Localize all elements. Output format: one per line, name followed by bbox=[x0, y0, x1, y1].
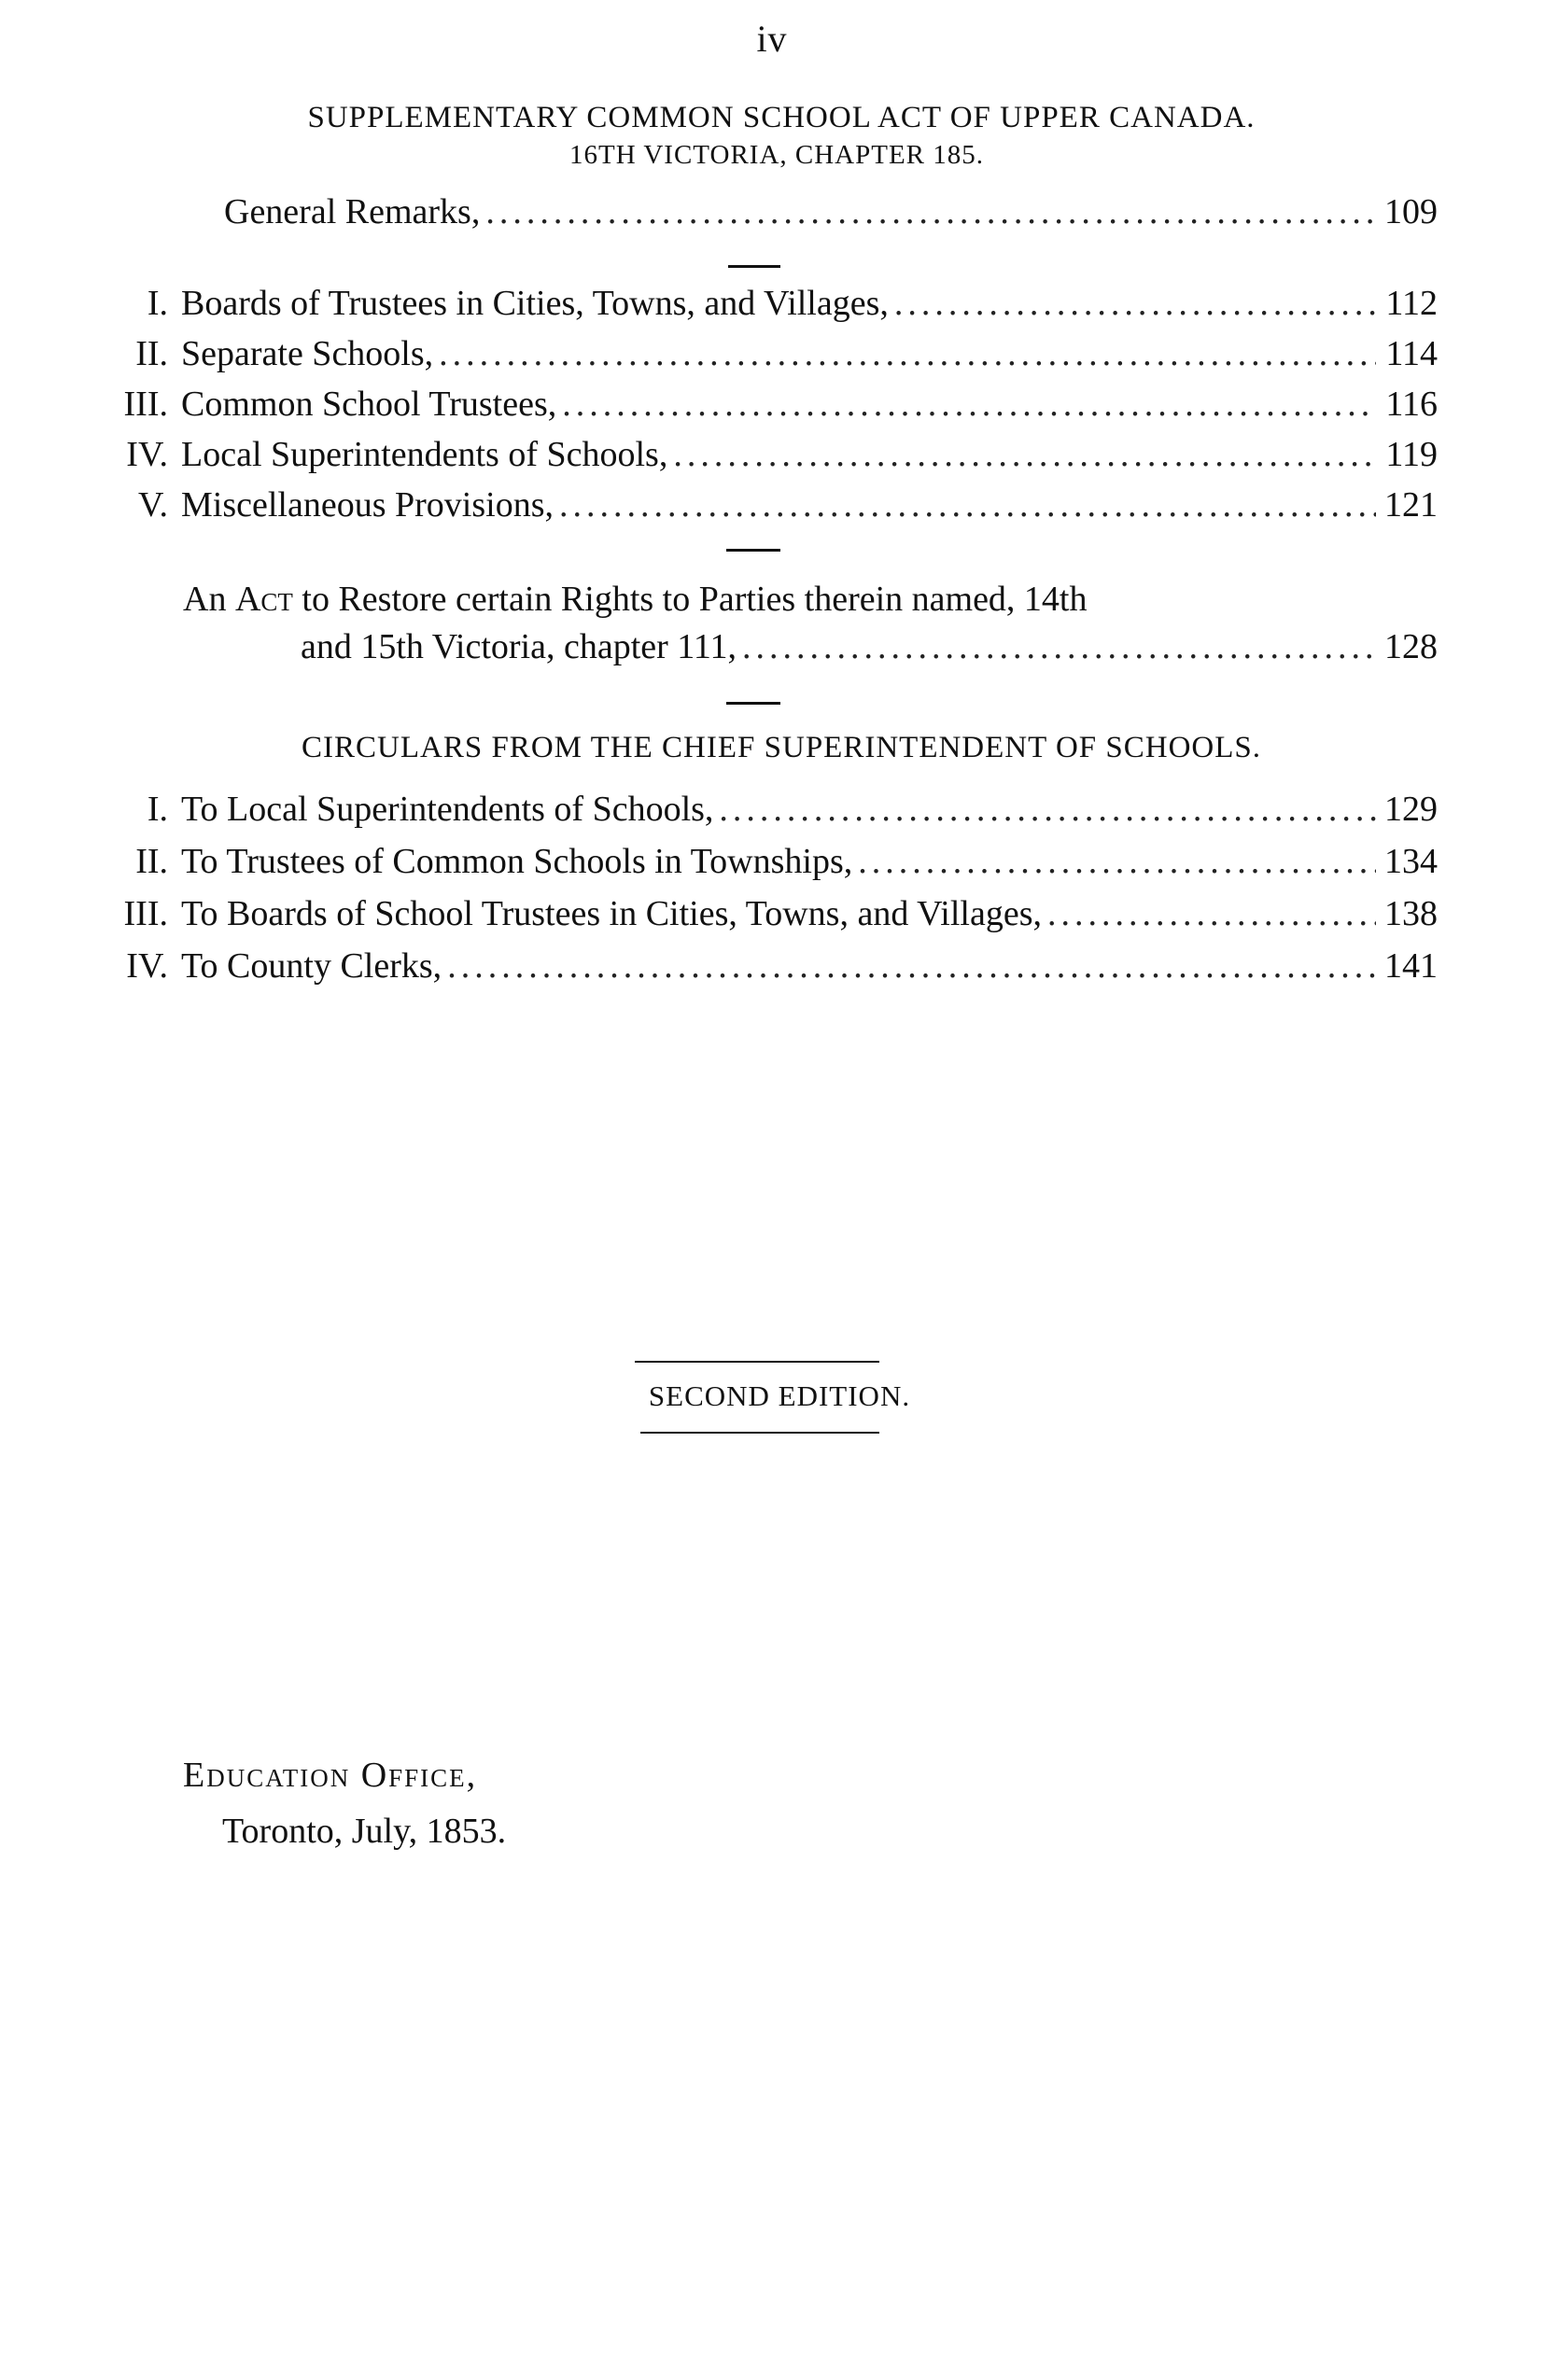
circulars-section-title: CIRCULARS FROM THE CHIEF SUPERINTENDENT OF SCHOOLS. bbox=[302, 731, 1261, 764]
toc-entry-numeral: II. bbox=[135, 842, 168, 881]
edition-rule-bottom bbox=[640, 1432, 879, 1434]
toc-entry[interactable] bbox=[121, 896, 1438, 931]
restore-act-prefix: An bbox=[183, 580, 227, 619]
toc-entry-numeral: V. bbox=[137, 485, 168, 525]
toc-entry-numeral: IV. bbox=[126, 435, 168, 474]
dot-leader bbox=[673, 437, 1376, 472]
toc-entry-label: Common School Trustees, bbox=[181, 385, 557, 424]
dot-leader bbox=[562, 386, 1376, 422]
section-rule bbox=[726, 549, 780, 552]
toc-entry-label: Separate Schools, bbox=[181, 334, 434, 373]
toc-entry-label: General Remarks, bbox=[224, 192, 481, 231]
restore-act-word: Act bbox=[234, 580, 293, 619]
toc-entry-page: 112 bbox=[1385, 284, 1438, 323]
dot-leader bbox=[447, 948, 1376, 984]
toc-entry[interactable] bbox=[121, 791, 1438, 827]
toc-entry-restore-act[interactable] bbox=[301, 629, 1438, 665]
dot-leader bbox=[439, 336, 1376, 371]
toc-entry[interactable] bbox=[121, 437, 1438, 472]
toc-entry-general-remarks[interactable] bbox=[224, 194, 1438, 230]
toc-entry-page: 134 bbox=[1384, 842, 1438, 881]
place-date: Toronto, July, 1853. bbox=[222, 1812, 507, 1851]
restore-act-line-1 bbox=[183, 579, 1088, 620]
toc-entry-label: Local Superintendents of Schools, bbox=[181, 435, 668, 474]
toc-entry[interactable] bbox=[121, 386, 1438, 422]
dot-leader bbox=[742, 629, 1376, 665]
toc-entry-label: Miscellaneous Provisions, bbox=[181, 485, 554, 525]
toc-entry-page: 138 bbox=[1384, 894, 1438, 933]
toc-entry-page: 119 bbox=[1385, 435, 1438, 474]
toc-entry-numeral: II. bbox=[135, 334, 168, 373]
dot-leader bbox=[485, 194, 1376, 230]
toc-entry-page: 128 bbox=[1384, 627, 1438, 666]
section-rule bbox=[726, 702, 780, 705]
dot-leader bbox=[1047, 896, 1376, 931]
toc-entry-numeral: III. bbox=[123, 894, 168, 933]
dot-leader bbox=[559, 487, 1376, 523]
toc-entry-label: To Local Superintendents of Schools, bbox=[181, 790, 714, 829]
toc-entry-page: 116 bbox=[1385, 385, 1438, 424]
toc-entry-page: 141 bbox=[1384, 946, 1438, 986]
toc-entry-numeral: IV. bbox=[126, 946, 168, 986]
restore-act-line-1-text: to Restore certain Rights to Parties therein named, 14th bbox=[302, 580, 1088, 619]
toc-entry[interactable] bbox=[121, 948, 1438, 984]
act-section-title: SUPPLEMENTARY COMMON SCHOOL ACT OF UPPER CANADA. bbox=[307, 101, 1256, 134]
toc-entry-label: Boards of Trustees in Cities, Towns, and Villages, bbox=[181, 284, 889, 323]
toc-entry-label: To Trustees of Common Schools in Townships, bbox=[181, 842, 853, 881]
section-rule bbox=[728, 265, 780, 268]
toc-entry-numeral: I. bbox=[147, 284, 168, 323]
dot-leader bbox=[858, 844, 1376, 879]
toc-entry-label: To County Clerks, bbox=[181, 946, 442, 986]
office-label: Education Office, bbox=[183, 1756, 478, 1795]
toc-entry[interactable] bbox=[121, 844, 1438, 879]
edition-rule-top bbox=[635, 1361, 879, 1363]
toc-entry-page: 114 bbox=[1385, 334, 1438, 373]
toc-entry-label: To Boards of School Trustees in Cities, Towns, and Villages, bbox=[181, 894, 1043, 933]
dot-leader bbox=[894, 286, 1376, 321]
toc-entry-page: 129 bbox=[1384, 790, 1438, 829]
page-number: iv bbox=[756, 18, 788, 60]
toc-entry-numeral: III. bbox=[123, 385, 168, 424]
toc-entry[interactable] bbox=[121, 286, 1438, 321]
toc-entry-numeral: I. bbox=[147, 790, 168, 829]
toc-entry-page: 109 bbox=[1384, 192, 1438, 231]
edition-label: SECOND EDITION. bbox=[648, 1379, 911, 1412]
toc-entry-label: and 15th Victoria, chapter 111, bbox=[301, 627, 737, 666]
act-section-subtitle: 16TH VICTORIA, CHAPTER 185. bbox=[568, 140, 985, 170]
dot-leader bbox=[719, 791, 1376, 827]
toc-entry[interactable] bbox=[121, 487, 1438, 523]
toc-entry[interactable] bbox=[121, 336, 1438, 371]
toc-entry-page: 121 bbox=[1384, 485, 1438, 525]
